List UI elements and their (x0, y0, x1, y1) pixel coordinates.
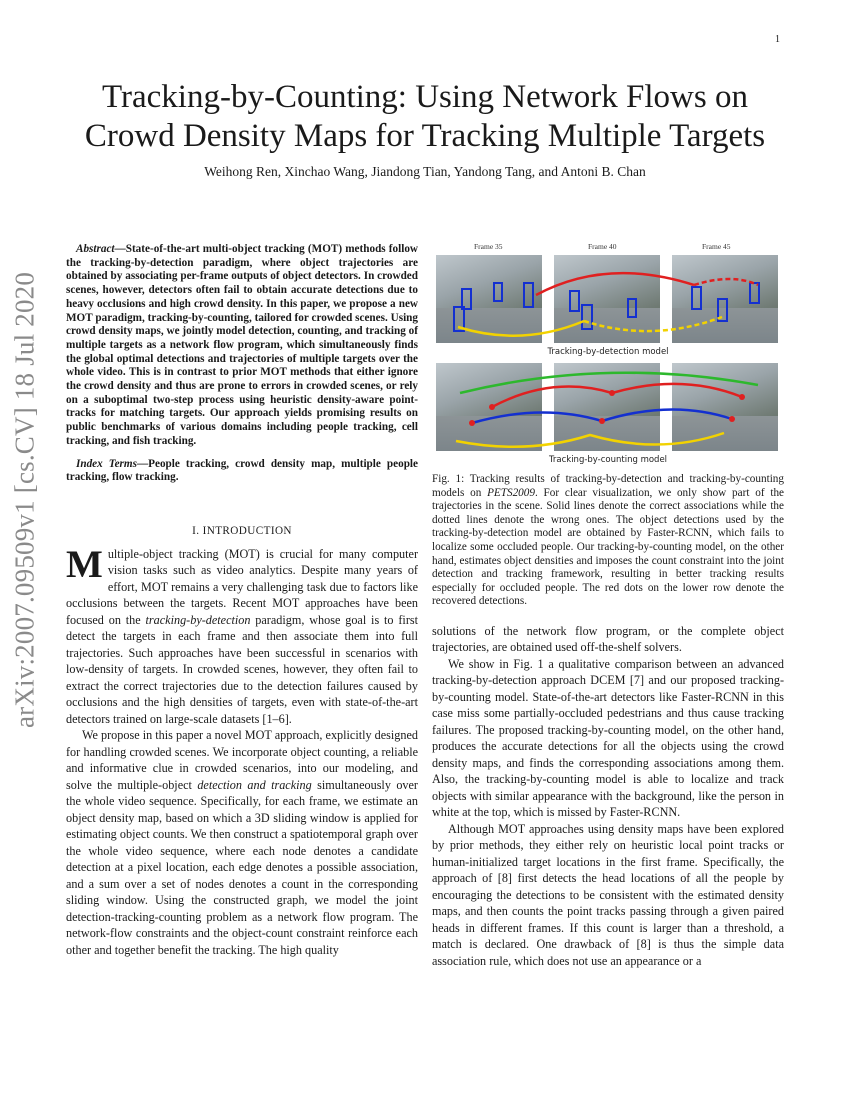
trajectory-red-dotted (694, 279, 758, 285)
right-paragraph-2: We show in Fig. 1 a qualitative comparison between an advanced tracking-by-detection approach DCEM [7] and our proposed tracking-by-counting model. State-of-the-art detectors like Faster-RCNN in this case miss some partially-occluded pedestrians and thus cause tracking failures. The proposed tracking-by-counting model, on the other hand, produces the accurate detections for all the objects using the crowd density maps, and finds the corresponding associations among them. Also, the tracking-by-counting model is able to localize and track objects with similar appearance with the background, like the person in white at the top, which is missed by Faster-RCNN. (432, 656, 784, 820)
right-paragraph-3: Although MOT approaches using density maps have been explored by prior methods, they either rely on heuristic local point tracks or human-initialized target locations in the first frame. Specifically, the approach of [8] first detects the head locations of all the people by encouraging the detections to be consistent with the estimated density maps, and then counts the point tracks passing through a given paired heads in different frames. If this count is larger than a threshold, a match is declared. One drawback of [8] is thus the simple data association rule, which does not use an appearance or a (432, 821, 784, 968)
detection-trajectory-overlay (432, 255, 784, 345)
detection-box (692, 287, 701, 309)
detection-box (494, 283, 502, 301)
trajectory-yellow-solid (458, 321, 584, 336)
abstract-label: Abstract (76, 243, 115, 255)
frame-label-40: Frame 40 (588, 242, 617, 251)
intro-p2-text: We propose in this paper a novel MOT approach, explicitly designed for handling crowded scenes. We incorporate object counting, a reliable and informative clue in crowded scenarios, into our modeling, and solve the multiple-object (66, 728, 418, 792)
right-column (432, 242, 784, 969)
drop-cap: M (66, 542, 103, 586)
recovered-detection-dot (609, 390, 615, 396)
trajectory-yellow (456, 433, 724, 447)
trajectory-green (460, 373, 758, 393)
intro-paragraph-2 (66, 727, 418, 958)
left-column (66, 243, 418, 958)
detection-box (524, 283, 533, 307)
caption-text: Fig. 1: Tracking results of tracking-by-detection and tracking-by-counting models on (432, 473, 784, 499)
paper-title: Tracking-by-Counting: Using Network Flows on Crowd Density Maps for Tracking Multiple Targets (84, 79, 766, 154)
intro-p1-emphasis: tracking-by-detection (145, 612, 251, 627)
abstract-text: —State-of-the-art multi-object tracking (MOT) methods follow the tracking-by-detection paradigm, where object trajectories are obtained by associating per-frame outputs of object detectors. In crowded scenes, however, detectors often fail to obtain accurate detections due to heavy occlusions and high crowd density. In this paper, we propose a new MOT paradigm, tracking-by-counting, tailored for crowded scenes. Using crowd density maps, we jointly model detection, counting, and tracking of multiple targets as a network flow program, which simultaneously finds the global optimal detections and trajectories of multiple targets over the whole video. This is in contrast to prior MOT methods that either ignore the crowd density and thus are prone to errors in crowded scenes, or rely on a suboptimal two-step process using heuristic density-aware point-tracks for matching targets. Our approach yields promising results on public benchmarks of various domains including people tracking, cell tracking, and fish tracking. (66, 243, 418, 447)
intro-p2-text-cont: simultaneously over the whole video sequence. Specifically, for each frame, we estimate an object density map, based on which a 3D sliding window is applied for estimating object counts. We then construct a spatiotemporal graph over the whole video sequence, where each node denotes a candidate detection at a pixel location, each edge denotes a possible association, and a sum over a set of nodes denotes a count in the corresponding sliding window. Using the constructed graph, we model the joint detection-tracking-counting problem as a network flow program. The network-flow constraints and the object-count constraint reinforce each other and together benefit the tracking. The high quality (66, 777, 418, 957)
index-terms (66, 458, 418, 485)
counting-trajectory-overlay (432, 363, 784, 453)
intro-p1-text-cont: paradigm, whose goal is to first detect the targets in each frame and then associate them into full trajectories. Such approaches have been successful in scenarios with low-density of targets. In crowded scenes, however, they often fail to extract the correct trajectories due to the detection failures caused by occlusions and the high densities of targets, even with state-of-the-art detectors trained on large-scale datasets [1–6]. (66, 612, 419, 726)
page-number: 1 (775, 34, 780, 45)
trajectory-yellow-dotted (584, 317, 722, 331)
intro-p1-text: ultiple-object tracking (MOT) is crucial for many computer vision tasks such as video analytics. Despite many years of effort, MOT remains a very challenging task due to factors like occlusions between the targets. Recent MOT approaches have been focused on the (66, 546, 418, 627)
frame-label-35: Frame 35 (474, 242, 503, 251)
recovered-detection-dot (489, 404, 495, 410)
trajectory-red (492, 384, 742, 407)
recovered-detection-dot (599, 418, 605, 424)
right-paragraph-1: solutions of the network flow program, or the complete object trajectories, are obtained used off-the-shelf solvers. (432, 623, 784, 655)
detection-model-label: Tracking-by-detection model (547, 347, 669, 357)
detection-box (628, 299, 636, 317)
abstract (66, 243, 418, 449)
detection-box (570, 291, 579, 311)
author-list: Weihong Ren, Xinchao Wang, Jiandong Tian, Yandong Tang, and Antoni B. Chan (204, 164, 646, 179)
recovered-detection-dot (739, 394, 745, 400)
introduction-body (66, 542, 419, 959)
frame-label-45: Frame 45 (702, 242, 731, 251)
figure-1 (432, 242, 784, 609)
figure-caption (432, 473, 784, 609)
counting-panel-row (432, 363, 784, 453)
index-terms-text: —People tracking, crowd density map, multiple people tracking, flow tracking. (66, 457, 418, 484)
section-heading-introduction: I. INTRODUCTION (192, 524, 292, 537)
intro-p2-emphasis: detection and tracking (197, 777, 312, 792)
recovered-detection-dot (469, 420, 475, 426)
detection-panel-row (432, 255, 784, 345)
index-terms-label: Index Terms (76, 457, 137, 470)
caption-dataset-name: PETS2009 (487, 486, 535, 499)
caption-text-cont: . For clear visualization, we only show part of the trajectories in the scene. Solid lines denote the correct associations while the dotted lines denote the wrong ones. The object detections used by the tracking-by-detection model are obtained by Faster-RCNN, which fails to localize some occluded people. Our tracking-by-counting model, on the other hand, estimates object densities and imposes the count constraint into the joint detection and tracking framework, resulting in better tracking results especially for occluded people. The red dots on the lower row denote the recovered detections. (432, 486, 785, 608)
detection-box (582, 305, 592, 329)
trajectory-red-solid (536, 273, 694, 295)
frame-labels (432, 242, 784, 255)
right-column-body (432, 623, 784, 970)
recovered-detection-dot (729, 416, 735, 422)
detection-box (750, 283, 759, 303)
counting-model-label: Tracking-by-counting model (548, 455, 668, 465)
intro-paragraph-1 (66, 542, 419, 728)
arxiv-identifier: arXiv:2007.09509v1 [cs.CV] 18 Jul 2020 (9, 271, 40, 729)
